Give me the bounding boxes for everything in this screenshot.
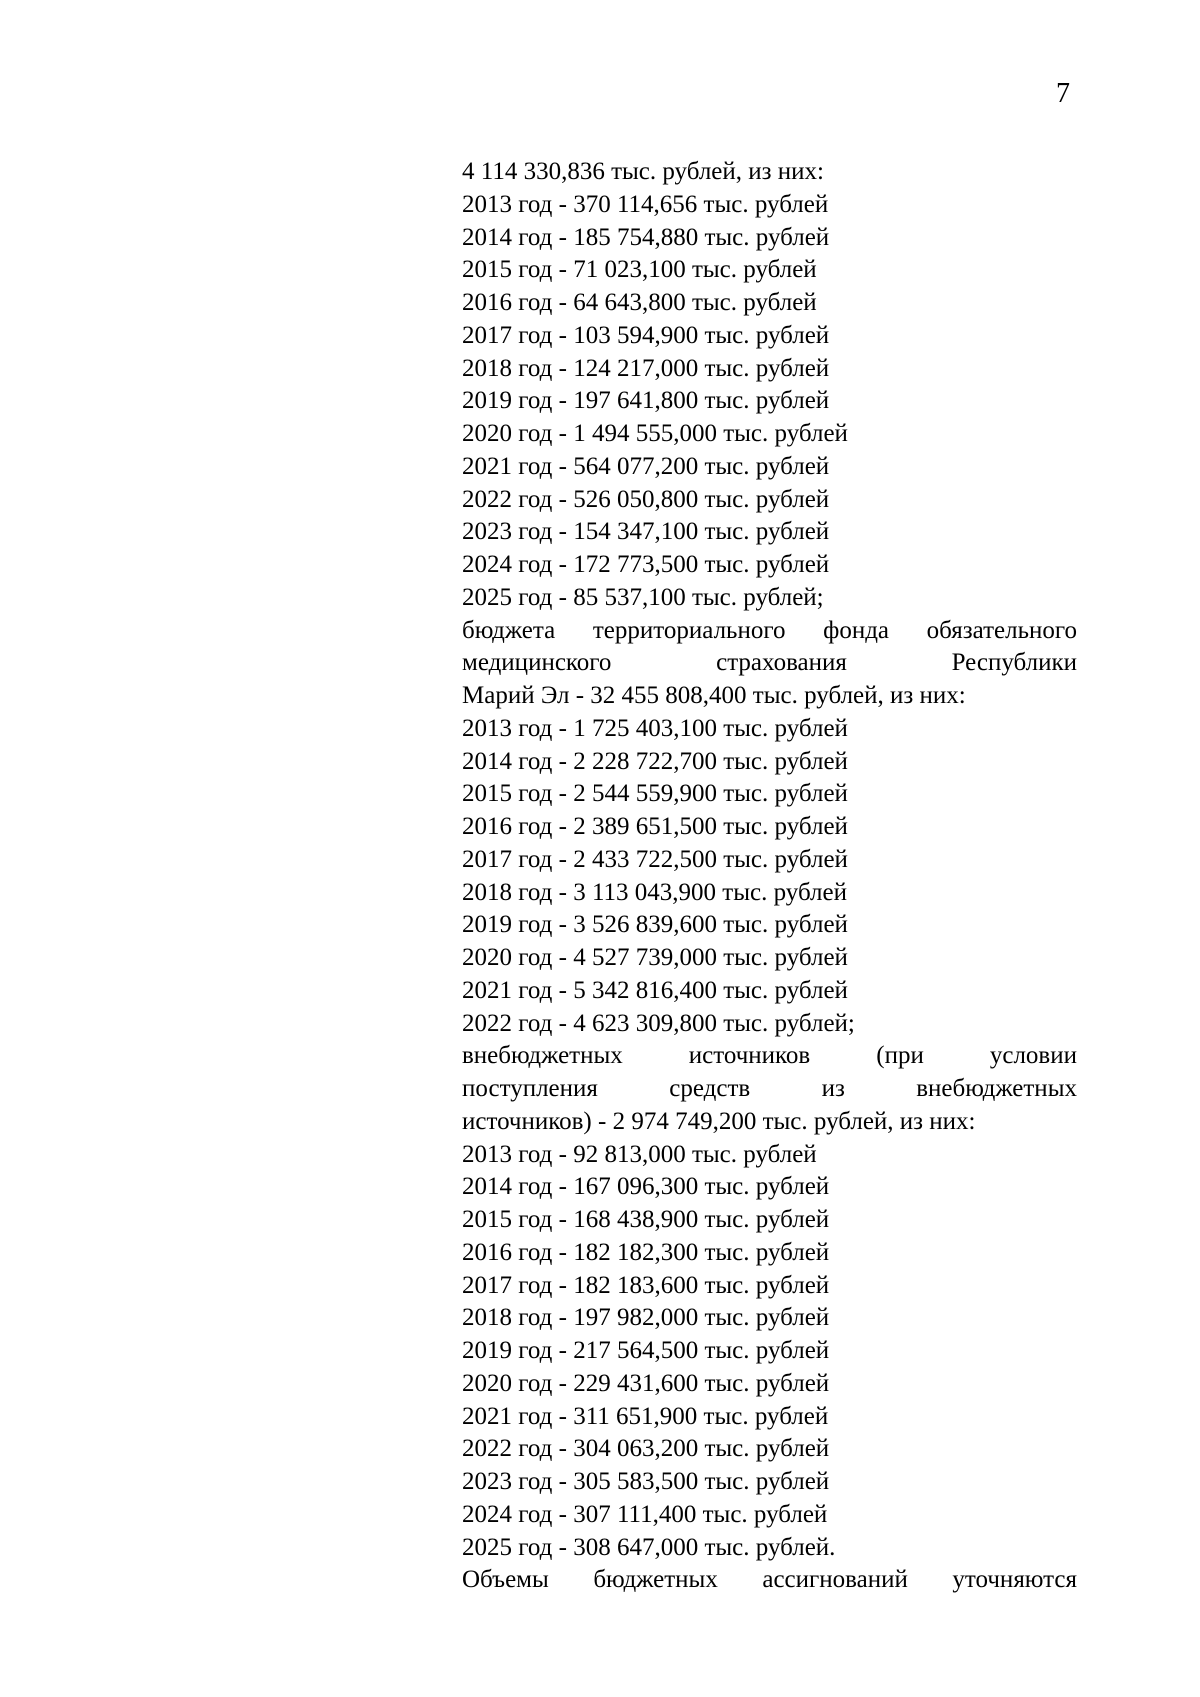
text-line: 2018 год - 197 982,000 тыс. рублей: [462, 1304, 830, 1332]
document-body: [462, 156, 1077, 1597]
text-line: 2023 год - 305 583,500 тыс. рублей: [462, 1468, 830, 1495]
text-line: медицинского страхования Республики: [462, 649, 1077, 677]
text-line: 2021 год - 311 651,900 тыс. рублей: [462, 1402, 829, 1430]
text-line: 2021 год - 564 077,200 тыс. рублей: [462, 452, 830, 480]
text-line: 4 114 330,836 тыс. рублей, из них:: [462, 158, 824, 185]
text-line: 2025 год - 85 537,100 тыс. рублей;: [462, 583, 824, 611]
text-line: 2019 год - 3 526 839,600 тыс. рублей: [462, 911, 848, 939]
text-line: 2014 год - 185 754,880 тыс. рублей: [462, 223, 830, 251]
text-line: 2021 год - 5 342 816,400 тыс. рублей: [462, 976, 848, 1004]
text-line: 2023 год - 154 347,100 тыс. рублей: [462, 518, 830, 546]
text-line: Марий Эл - 32 455 808,400 тыс. рублей, из них:: [462, 682, 966, 709]
text-line: 2014 год - 167 096,300 тыс. рублей: [462, 1173, 830, 1201]
text-line: бюджета территориального фонда обязательного: [462, 616, 1077, 644]
text-line: 2019 год - 197 641,800 тыс. рублей: [462, 387, 830, 415]
text-line: 2014 год - 2 228 722,700 тыс. рублей: [462, 747, 848, 775]
text-line: источников) - 2 974 749,200 тыс. рублей, из них:: [462, 1107, 976, 1135]
text-line: 2024 год - 172 773,500 тыс. рублей: [462, 551, 830, 578]
text-line: 2020 год - 1 494 555,000 тыс. рублей: [462, 420, 848, 447]
text-line: 2016 год - 182 182,300 тыс. рублей: [462, 1238, 830, 1266]
page-number: 7: [1056, 78, 1070, 109]
text-line: 2016 год - 64 643,800 тыс. рублей: [462, 289, 817, 316]
text-line: 2019 год - 217 564,500 тыс. рублей: [462, 1337, 830, 1364]
text-line: внебюджетных источников (при условии: [462, 1042, 1077, 1070]
text-line: 2013 год - 92 813,000 тыс. рублей: [462, 1140, 817, 1168]
text-line: 2015 год - 2 544 559,900 тыс. рублей: [462, 780, 848, 808]
text-line: 2017 год - 182 183,600 тыс. рублей: [462, 1271, 830, 1299]
text-line: 2020 год - 229 431,600 тыс. рублей: [462, 1369, 830, 1397]
text-line: 2024 год - 307 111,400 тыс. рублей: [462, 1500, 828, 1528]
text-line: 2018 год - 3 113 043,900 тыс. рублей: [462, 878, 847, 906]
text-line: 2022 год - 304 063,200 тыс. рублей: [462, 1435, 830, 1463]
text-line: Объемы бюджетных ассигнований уточняются: [462, 1566, 1077, 1594]
text-line: 2017 год - 2 433 722,500 тыс. рублей: [462, 845, 848, 873]
text-line: 2022 год - 526 050,800 тыс. рублей: [462, 485, 830, 513]
text-line: 2017 год - 103 594,900 тыс. рублей: [462, 321, 830, 349]
text-line: 2015 год - 71 023,100 тыс. рублей: [462, 256, 817, 284]
text-line: 2018 год - 124 217,000 тыс. рублей: [462, 354, 830, 382]
text-line: 2013 год - 1 725 403,100 тыс. рублей: [462, 714, 848, 742]
text-line: 2022 год - 4 623 309,800 тыс. рублей;: [462, 1009, 855, 1037]
text-line: 2015 год - 168 438,900 тыс. рублей: [462, 1206, 830, 1233]
text-line: 2013 год - 370 114,656 тыс. рублей: [462, 190, 829, 218]
text-line: 2025 год - 308 647,000 тыс. рублей.: [462, 1533, 836, 1561]
text-line: 2016 год - 2 389 651,500 тыс. рублей: [462, 813, 848, 840]
text-line: 2020 год - 4 527 739,000 тыс. рублей: [462, 944, 848, 971]
text-line: поступления средств из внебюджетных: [462, 1075, 1077, 1102]
